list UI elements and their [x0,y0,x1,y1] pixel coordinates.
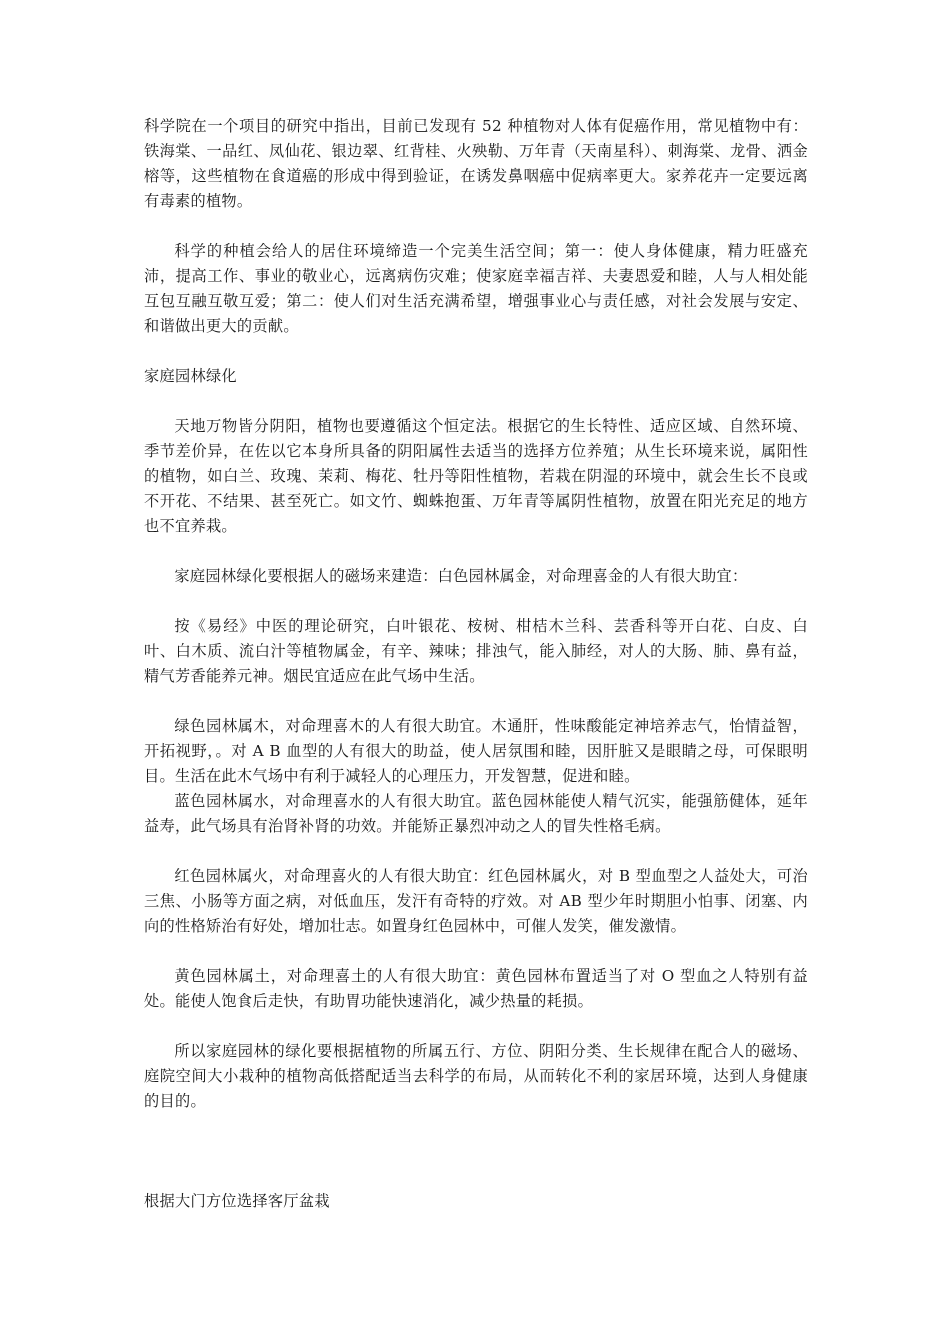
heading-home-garden-greening: 家庭园林绿化 [144,367,237,385]
paragraph-scientific-planting: 科学的种植会给人的居住环境缔造一个完美生活空间；第一：使人身体健康，精力旺盛充沛，提高工作、事业的敬业心，远离病伤灾难；使家庭幸福吉祥、夫妻恩爱和睦，人与人相处能互包互融互敬互爱；第二：使人们对生活充满希望，增强事业心与责任感，对社会发展与安定、和谐做出更大的贡献。 [144,242,808,335]
paragraph-yijing-theory: 按《易经》中医的理论研究，白叶银花、桉树、柑桔木兰科、芸香科等开白花、白皮、白叶、白木质、流白汁等植物属金，有辛、辣味；排浊气，能入肺经，对人的大肠、肺、鼻有益，精气芳香能养元神。烟民宜适应在此气场中生活。 [144,617,808,685]
document-body [144,114,808,1214]
paragraph-white-garden-metal: 家庭园林绿化要根据人的磁场来建造：白色园林属金，对命理喜金的人有很大助宜： [174,567,748,585]
paragraph-carcinogenic-plants: 科学院在一个项目的研究中指出，目前已发现有 52 种植物对人体有促癌作用，常见植物中有：铁海棠、一品红、凤仙花、银边翠、红背桂、火殃勒、万年青（天南星科）、刺海棠、龙骨、洒金榕等，这些植物在食道癌的形成中得到验证，在诱发鼻咽癌中促病率更大。家养花卉一定要远离有毒素的植物。 [144,117,808,210]
paragraph-red-garden-fire: 红色园林属火，对命理喜火的人有很大助宜：红色园林属火，对 B 型血型之人益处大，可治三焦、小肠等方面之病，对低血压，发汗有奇特的疗效。对 AB 型少年时期胆小怕事、闭塞、内向的性格矫治有好处，增加壮志。如置身红色园林中，可催人发笑，催发激情。 [144,867,808,935]
paragraph-conclusion: 所以家庭园林的绿化要根据植物的所属五行、方位、阴阳分类、生长规律在配合人的磁场、庭院空间大小栽种的植物高低搭配适当去科学的布局，从而转化不利的家居环境，达到人身健康的目的。 [144,1042,808,1110]
heading-living-room-potted-plants: 根据大门方位选择客厅盆栽 [144,1192,330,1210]
paragraph-green-garden-wood: 绿色园林属木，对命理喜木的人有很大助宜。木通肝，性味酸能定神培养志气，怡情益智，开拓视野，。对 A B 血型的人有很大的助益，使人居氛围和睦，因肝脏又是眼睛之母，可保眼明目。生活在此木气场中有利于减轻人的心理压力，开发智慧，促进和睦。 [144,717,808,785]
paragraph-yellow-garden-earth: 黄色园林属土，对命理喜土的人有很大助宜：黄色园林布置适当了对 O 型血之人特别有益处。能使人饱食后走快，有助胃功能快速消化，减少热量的耗损。 [144,967,808,1010]
paragraph-yin-yang-plants: 天地万物皆分阴阳，植物也要遵循这个恒定法。根据它的生长特性、适应区域、自然环境、季节差价异，在佐以它本身所具备的阴阳属性去适当的选择方位养殖；从生长环境来说，属阳性的植物，如白兰、玫瑰、茉莉、梅花、牡丹等阳性植物，若栽在阴湿的环境中，就会生长不良或不开花、不结果、甚至死亡。如文竹、蜘蛛抱蛋、万年青等属阴性植物，放置在阳光充足的地方也不宜养栽。 [144,417,808,535]
paragraph-blue-garden-water: 蓝色园林属水，对命理喜水的人有很大助宜。蓝色园林能使人精气沉实，能强筋健体，延年益寿，此气场具有治肾补肾的功效。并能矫正暴烈冲动之人的冒失性格毛病。 [144,792,808,835]
